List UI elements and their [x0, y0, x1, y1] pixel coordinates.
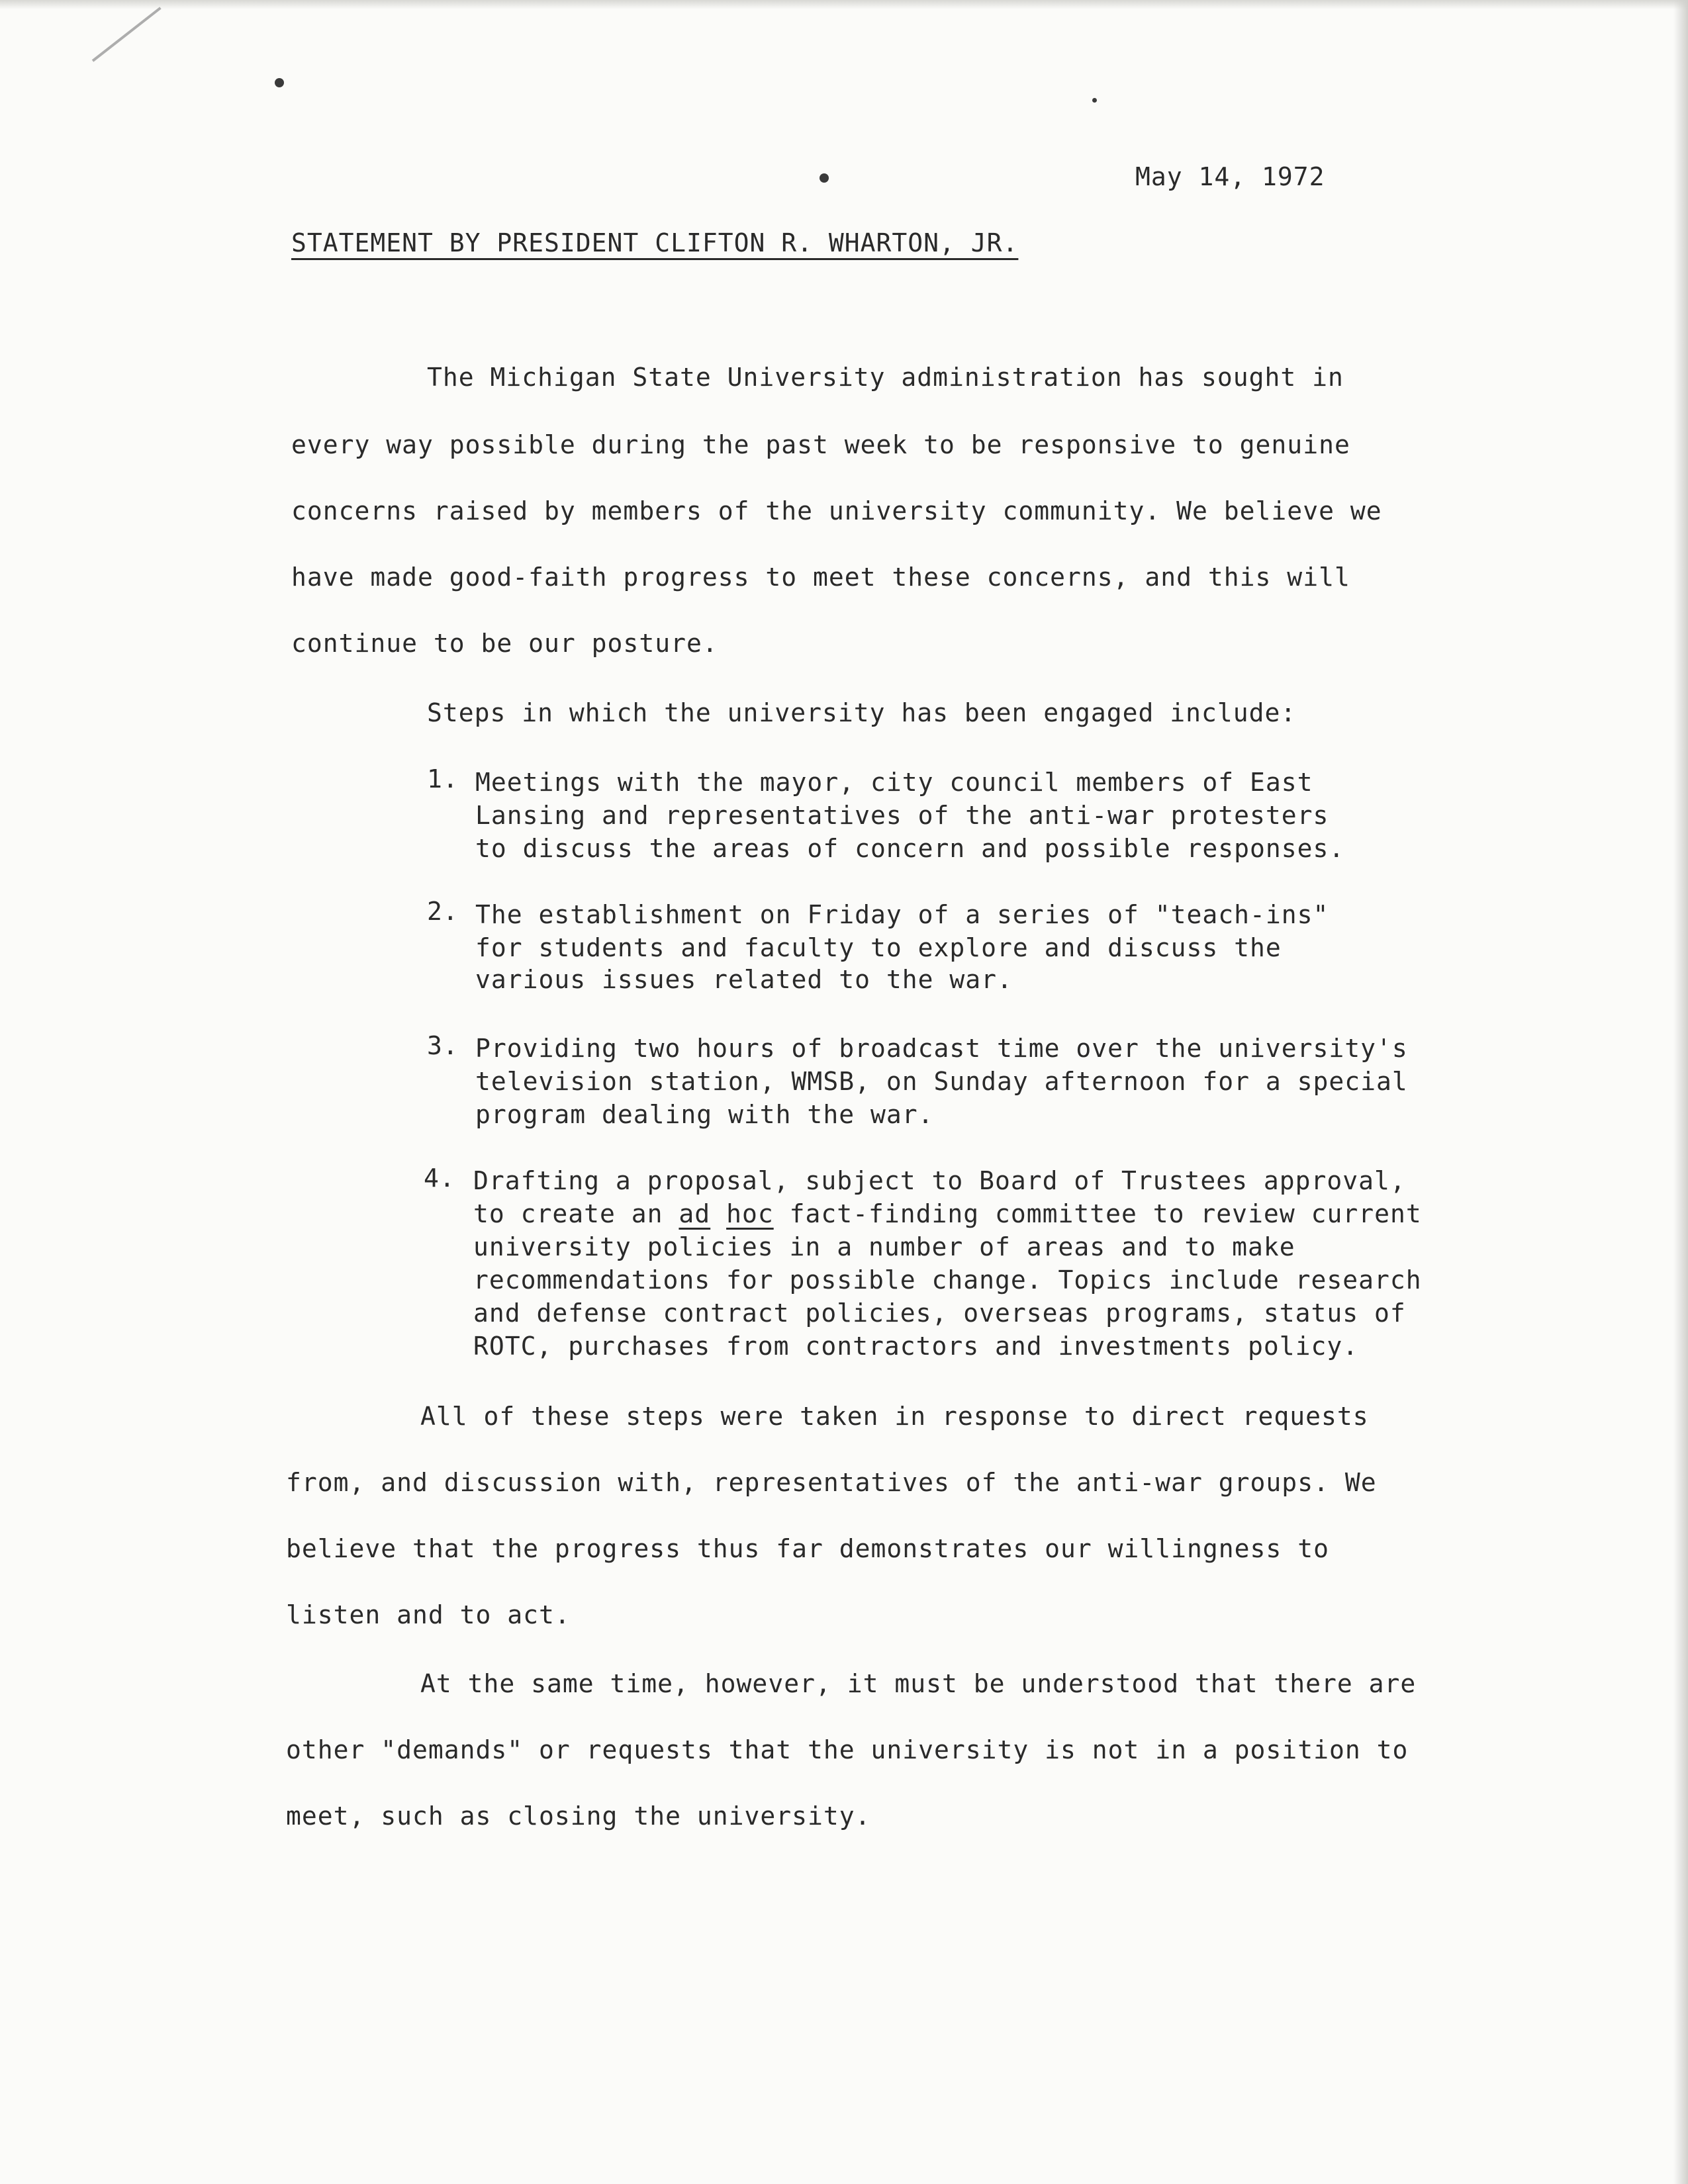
item-line: recommendations for possible change. Topics include research	[473, 1265, 1422, 1295]
item-line: to discuss the areas of concern and possible responses.	[475, 834, 1345, 863]
item-number: 3.	[427, 1031, 459, 1060]
scan-top-edge	[0, 0, 1688, 9]
para1-line: every way possible during the past week to be responsive to genuine	[291, 430, 1350, 459]
item-text: to create an	[473, 1199, 679, 1228]
para3-line: At the same time, however, it must be understood that there are	[420, 1669, 1417, 1698]
pen-mark	[92, 7, 162, 62]
document-date: May 14, 1972	[1135, 162, 1325, 191]
item-line: university policies in a number of areas and to make	[473, 1232, 1295, 1261]
para1-line: have made good-faith progress to meet these concerns, and this will	[291, 563, 1350, 592]
para1-line: The Michigan State University administration has sought in	[427, 363, 1344, 392]
para1-line: continue to be our posture.	[291, 629, 718, 658]
document-heading: STATEMENT BY PRESIDENT CLIFTON R. WHARTON, JR.	[291, 228, 1019, 257]
ad-underlined: ad	[679, 1199, 711, 1228]
para1-line: concerns raised by members of the university community. We believe we	[291, 496, 1382, 525]
para2-line: All of these steps were taken in response to direct requests	[420, 1402, 1369, 1431]
item-text	[710, 1199, 726, 1228]
para2-line: believe that the progress thus far demonstrates our willingness to	[286, 1534, 1329, 1563]
item-number: 4.	[424, 1163, 455, 1193]
item-line: television station, WMSB, on Sunday afternoon for a special	[475, 1067, 1408, 1096]
item-line: various issues related to the war.	[475, 965, 1013, 994]
item-text: fact-finding committee to review current	[773, 1199, 1422, 1228]
hoc-underlined: hoc	[726, 1199, 774, 1228]
item-line: The establishment on Friday of a series of "teach-ins"	[475, 900, 1329, 929]
item-line	[473, 1199, 1422, 1228]
para2-line: from, and discussion with, representatives of the anti-war groups. We	[286, 1468, 1377, 1497]
item-line: ROTC, purchases from contractors and investments policy.	[473, 1332, 1359, 1361]
para3-line: meet, such as closing the university.	[286, 1801, 871, 1831]
item-line: Providing two hours of broadcast time over the university's	[475, 1034, 1408, 1063]
item-line: Meetings with the mayor, city council members of East	[475, 768, 1313, 797]
ink-dot	[275, 78, 284, 87]
item-line: Drafting a proposal, subject to Board of Trustees approval,	[473, 1166, 1406, 1195]
ink-dot	[820, 173, 829, 183]
steps-intro: Steps in which the university has been engaged include:	[427, 698, 1297, 727]
item-line: program dealing with the war.	[475, 1100, 934, 1129]
para3-line: other "demands" or requests that the university is not in a position to	[286, 1735, 1409, 1764]
item-line: for students and faculty to explore and discuss the	[475, 933, 1282, 962]
scan-right-edge	[1673, 0, 1688, 2184]
item-number: 1.	[427, 764, 459, 794]
item-number: 2.	[427, 897, 459, 926]
para2-line: listen and to act.	[286, 1600, 571, 1629]
item-line: and defense contract policies, overseas programs, status of	[473, 1298, 1406, 1328]
item-line: Lansing and representatives of the anti-war protesters	[475, 801, 1329, 830]
ink-dot	[1092, 98, 1097, 103]
